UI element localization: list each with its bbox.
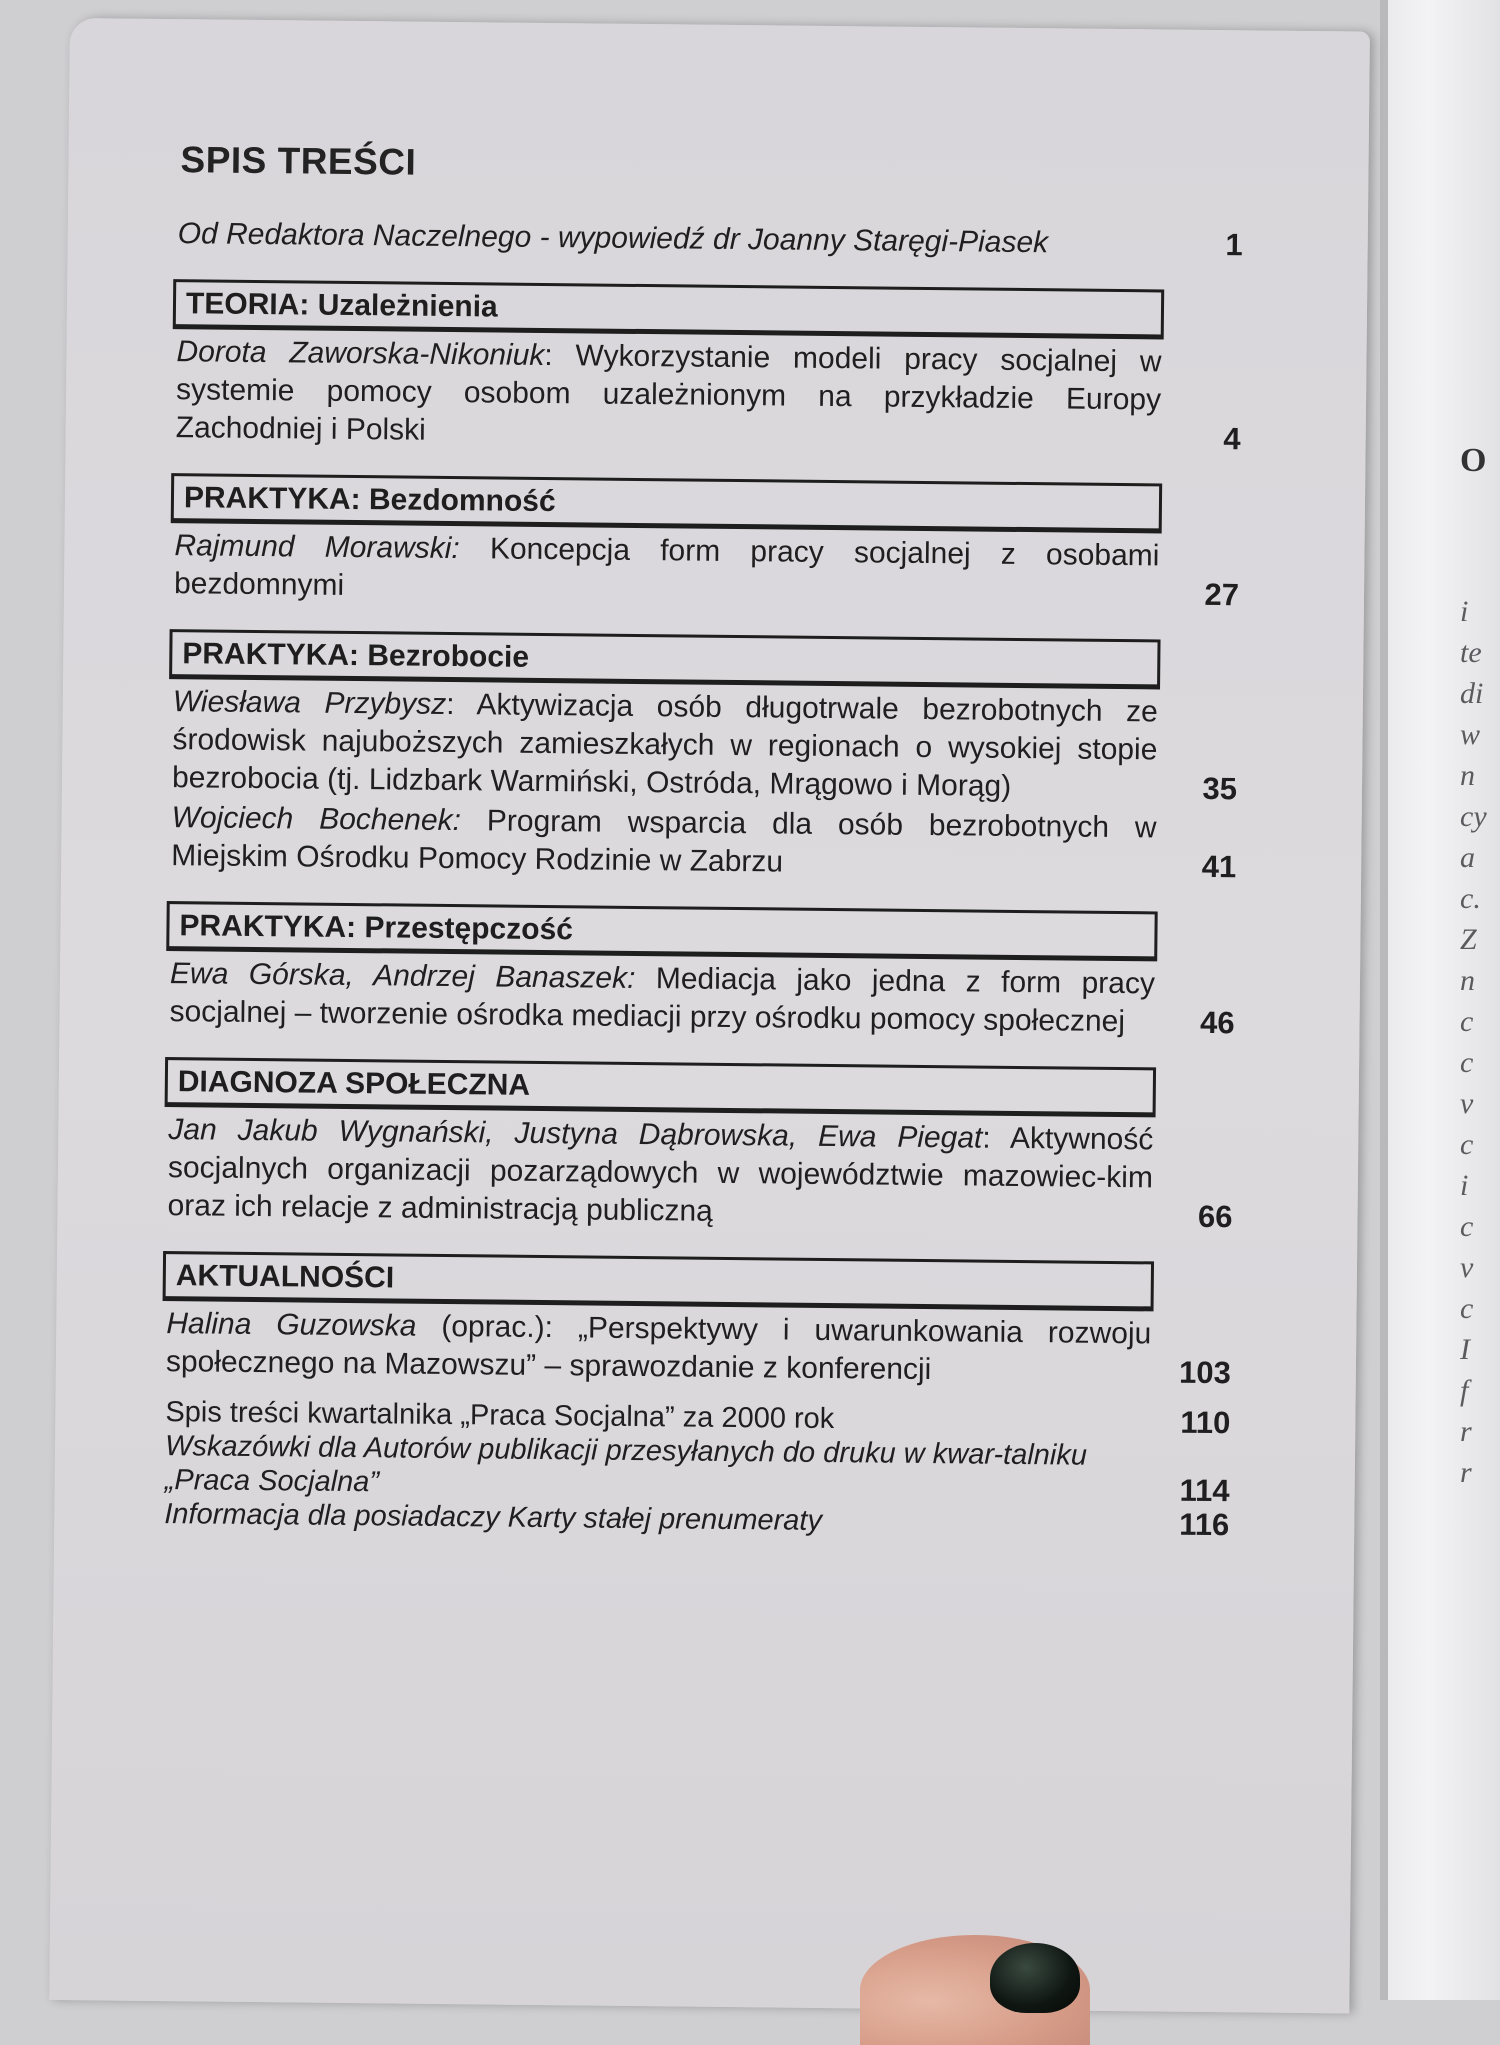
entry-text	[169, 955, 1155, 1041]
adjacent-page-letter: c	[1460, 1046, 1474, 1079]
section-header: PRAKTYKA: Przestępczość	[166, 901, 1157, 961]
page-number: 110	[1180, 1404, 1231, 1441]
entry-title: Koncepcja form pracy socjalnej z osobami bezdomnymi	[173, 532, 1160, 602]
page-number: 103	[1178, 1354, 1232, 1391]
page-number: 41	[1201, 848, 1237, 885]
adjacent-page-letter: i	[1460, 595, 1469, 628]
section-header: DIAGNOZA SPOŁECZNA	[165, 1057, 1156, 1117]
adjacent-page-letter: Z	[1460, 923, 1477, 956]
adjacent-page-letter: f	[1460, 1374, 1469, 1407]
toc-section	[174, 473, 1245, 614]
toc-content	[164, 139, 1249, 1542]
toc-section	[176, 279, 1248, 458]
entry-text	[176, 333, 1162, 457]
adjacent-page-letter: a	[1460, 841, 1475, 874]
adjacent-page-letter: r	[1460, 1415, 1472, 1448]
adjacent-page-letter: c.	[1460, 882, 1481, 915]
entry-author: Ewa Górska, Andrzej Banaszek:	[169, 957, 636, 995]
adjacent-page-letter: O	[1460, 442, 1487, 479]
adjacent-page-letter: n	[1460, 964, 1475, 997]
toc-entry[interactable]	[166, 1305, 1237, 1392]
adjacent-page-letter: i	[1460, 1169, 1469, 1202]
adjacent-page-letter: v	[1460, 1251, 1474, 1284]
adjacent-page-letter: c	[1460, 1128, 1474, 1161]
section-header: PRAKTYKA: Bezdomność	[171, 473, 1162, 533]
page-number: 35	[1202, 770, 1238, 807]
adjacent-page-letter: r	[1460, 1456, 1472, 1489]
adjacent-page-letter: di	[1460, 677, 1484, 710]
entry-text	[167, 1111, 1153, 1235]
page-number: 46	[1199, 1004, 1235, 1041]
page-number: 66	[1197, 1198, 1233, 1235]
section-header: AKTUALNOŚCI	[163, 1251, 1154, 1311]
entry-text	[174, 527, 1160, 613]
entry-title: Program wsparcia dla osób bezrobotnych w Miejskim Ośrodku Pomocy Rodzinie w Zabrzu	[171, 804, 1157, 879]
adjacent-page-letters	[1460, 440, 1500, 1840]
adjacent-page-letter: n	[1460, 759, 1475, 792]
page-number: 27	[1204, 576, 1240, 613]
toc-section	[171, 629, 1244, 886]
toc-intro-text: Od Redaktora Naczelnego - wypowiedź dr Joanny Staręgi-Piasek	[177, 217, 1049, 260]
section-header: PRAKTYKA: Bezrobocie	[169, 629, 1160, 689]
appendix-text: Spis treści kwartalnika „Praca Socjalna” za 2000 rok	[165, 1396, 835, 1436]
appendix-text: Informacja dla posiadaczy Karty stałej prenumeraty	[164, 1498, 823, 1537]
fingernail	[990, 1943, 1080, 2013]
adjacent-page-edge	[1380, 0, 1388, 2000]
toc-appendix	[164, 1395, 1235, 1542]
toc-page	[49, 18, 1370, 2014]
entry-text	[166, 1305, 1152, 1391]
entry-author: Rajmund Morawski:	[174, 529, 460, 566]
toc-entry[interactable]	[171, 799, 1242, 886]
adjacent-page-letter: cy	[1460, 800, 1487, 833]
toc-entry[interactable]	[176, 333, 1247, 458]
appendix-entry[interactable]	[165, 1429, 1236, 1508]
adjacent-page-letter: w	[1460, 718, 1481, 751]
entry-author: Wojciech Bochenek:	[171, 801, 462, 838]
entry-author: Halina Guzowska	[166, 1307, 417, 1343]
toc-section	[167, 1057, 1239, 1236]
adjacent-page-letter: I	[1460, 1333, 1470, 1366]
page-number: 114	[1179, 1472, 1230, 1509]
adjacent-page-letter: v	[1460, 1087, 1474, 1120]
adjacent-page-letter: te	[1460, 636, 1482, 669]
entry-author: Dorota Zaworska-Nikoniuk	[176, 335, 545, 372]
toc-entry[interactable]	[167, 1111, 1238, 1236]
entry-author: Wiesława Przybysz	[172, 685, 447, 721]
entry-title: : Aktywizacja osób długotrwale bezrobotnych ze środowisk najuboższych zamieszkałych w regionach o wysokiej stopie bezrobocia (tj. Lidzbark Warmiński, Ostróda, Mrągowo i Morąg)	[171, 687, 1158, 803]
entry-text	[171, 799, 1157, 885]
page-number: 1	[1225, 227, 1243, 263]
entry-title: : Aktywność socjalnych organizacji pozarządowych w województwie mazowiec-kim oraz ich relacje z administracją publiczną	[167, 1121, 1154, 1228]
entry-title: Mediacja jako jedna z form pracy socjalnej – tworzenie ośrodka mediacji przy ośrodku pomocy społecznej	[169, 961, 1156, 1039]
entry-author: Jan Jakub Wygnański, Justyna Dąbrowska, Ewa Piegat	[168, 1113, 983, 1155]
page-number: 116	[1179, 1506, 1230, 1543]
entry-text	[172, 683, 1158, 807]
appendix-text: Wskazówki dla Autorów publikacji przesyłanych do druku w kwar-talniku „Praca Socjalna”	[164, 1430, 1088, 1499]
toc-intro-row	[178, 215, 1248, 264]
page-number: 4	[1223, 421, 1241, 457]
adjacent-page-letter: c	[1460, 1292, 1474, 1325]
toc-section	[169, 901, 1240, 1042]
section-header: TEORIA: Uzależnienia	[173, 279, 1164, 339]
toc-title: SPIS TREŚCI	[180, 139, 417, 183]
toc-entry[interactable]	[172, 683, 1243, 808]
entry-title: (oprac.): „Perspektywy i uwarunkowania rozwoju społecznego na Mazowszu” – sprawozdanie z konferencji	[165, 1309, 1152, 1387]
adjacent-page-letter: c	[1460, 1005, 1474, 1038]
toc-entry[interactable]	[174, 527, 1245, 614]
toc-entry[interactable]	[169, 955, 1240, 1042]
entry-title: : Wykorzystanie modeli pracy socjalnej w systemie pomocy osobom uzależnionym na przykładzie Europy Zachodniej i Polski	[175, 338, 1162, 447]
toc-sections	[166, 279, 1247, 1392]
toc-section	[166, 1251, 1237, 1392]
adjacent-page-letter: c	[1460, 1210, 1474, 1243]
